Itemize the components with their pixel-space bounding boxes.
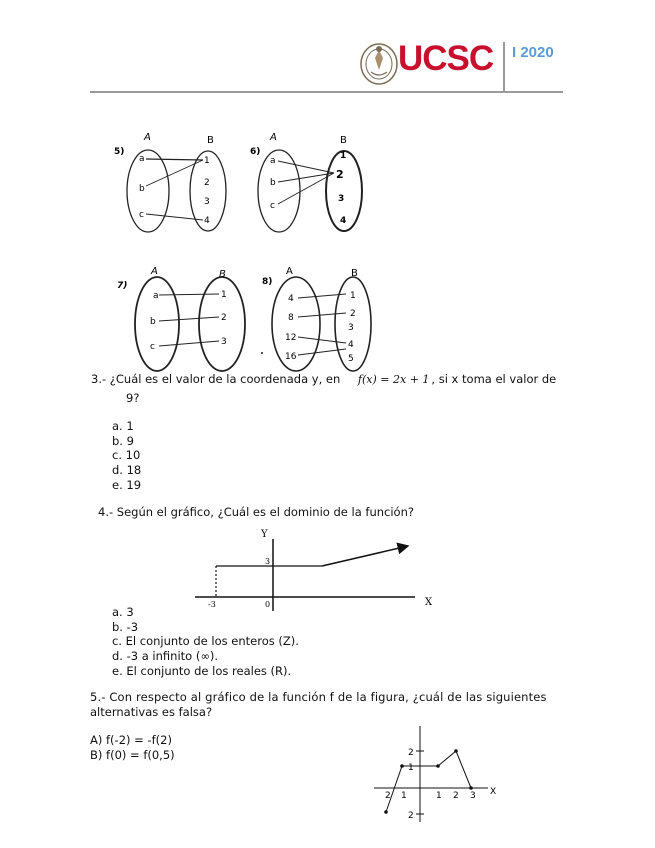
option: A) f(-2) = -f(2) (90, 733, 172, 747)
diagram-8 (258, 262, 388, 380)
q4-graph (195, 525, 445, 615)
diagram-text: a (153, 291, 159, 301)
x-tick: -3 (208, 600, 216, 609)
header-divider (503, 42, 505, 92)
set-a-label: A (151, 266, 158, 277)
q5-options (90, 733, 175, 762)
diagram-label: 5) (114, 147, 125, 157)
y-tick: 1 (408, 763, 414, 773)
x-axis-label: X (490, 787, 497, 797)
y-tick: 2 (408, 748, 414, 758)
q4-text: 4.- Según el gráfico, ¿Cuál es el dominio de la función? (98, 505, 414, 519)
diagram-text: 16 (285, 352, 297, 362)
diagram-text: 3 (338, 194, 345, 204)
option: b. -3 (112, 619, 139, 634)
diagram-text: 1 (221, 290, 227, 300)
q3-text: 3.- ¿Cuál es el valor de la coordenada y, en f(x) = 2x + 1 , si x toma el valor de (91, 372, 557, 386)
diagram-text: 2 (350, 309, 356, 319)
set-b-label: B (219, 269, 226, 280)
diagram-6 (248, 128, 378, 238)
diagram-text: 1 (204, 156, 210, 166)
option: e. El conjunto de los reales (R). (112, 663, 292, 678)
diagram-text: 2 (204, 178, 210, 188)
x-tick: 3 (470, 791, 476, 801)
q4-options (112, 605, 299, 679)
brand-logo: UCSC (398, 39, 494, 78)
university-seal-icon (359, 40, 399, 86)
diagram-7 (115, 262, 250, 382)
q3-text-line2: 9? (126, 391, 140, 405)
set-a-label: A (286, 266, 293, 277)
q3-formula: f(x) = 2x + 1 (357, 373, 430, 386)
option: e. 19 (112, 477, 142, 492)
x-tick: 2 (453, 791, 459, 801)
set-b-label: B (340, 135, 347, 146)
diagram-text: a (270, 156, 276, 166)
diagram-text: a (139, 154, 145, 164)
x-tick: 2 (385, 791, 391, 801)
set-b-label: B (207, 135, 214, 146)
diagram-label: 7) (117, 281, 128, 291)
diagram-text: 5 (348, 354, 354, 364)
q5-text-line2: alternativas es falsa? (90, 705, 213, 719)
option: B) f(0) = f(0,5) (90, 747, 175, 762)
x-tick: 1 (436, 791, 442, 801)
x-tick: 1 (401, 791, 407, 801)
diagram-text: b (139, 184, 145, 194)
diagram-text: c (139, 210, 144, 220)
diagram-text: 1 (350, 291, 356, 301)
option: a. 1 (112, 419, 134, 433)
q5-graph (370, 722, 510, 822)
set-a-label: A (270, 132, 277, 143)
diagram-5 (112, 128, 242, 238)
option: b. 9 (112, 433, 134, 448)
diagram-text: 3 (204, 197, 210, 207)
diagram-text: 2 (336, 168, 344, 181)
q5-text: 5.- Con respecto al gráfico de la función f de la figura, ¿cuál de las siguientes (90, 690, 547, 704)
option: d. -3 a infinito (∞). (112, 649, 219, 664)
diagram-text: 1 (340, 151, 347, 161)
diagram-text: 4 (288, 294, 294, 304)
diagram-text: 8 (288, 313, 294, 323)
period-label: I 2020 (512, 44, 554, 61)
diagram-text: 4 (204, 216, 210, 226)
diagram-text: c (270, 201, 275, 211)
diagram-text: 3 (348, 323, 354, 333)
set-a-label: A (144, 132, 151, 143)
y-tick: 3 (265, 557, 271, 566)
option: a. 3 (112, 605, 134, 619)
origin-label: 0 (265, 600, 271, 609)
diagram-text: 12 (285, 333, 297, 343)
header-rule (90, 91, 563, 93)
option: c. 10 (112, 448, 141, 463)
set-b-label: B (351, 268, 358, 279)
diagram-text: 4 (340, 216, 347, 226)
y-tick: 2 (408, 811, 414, 821)
diagram-text: b (270, 178, 276, 188)
diagram-text: 4 (348, 340, 354, 350)
x-axis-label: X (425, 597, 433, 608)
diagram-text: 2 (221, 313, 227, 323)
diagram-label: 6) (250, 147, 261, 157)
y-axis-label: Y (261, 529, 268, 540)
option: d. 18 (112, 463, 142, 478)
diagram-label: 8) (262, 277, 273, 287)
diagram-text: b (150, 317, 156, 327)
diagram-text: 3 (221, 337, 227, 347)
diagram-text: c (150, 342, 155, 352)
q3-options (112, 419, 141, 493)
option: c. El conjunto de los enteros (Z). (112, 634, 299, 649)
